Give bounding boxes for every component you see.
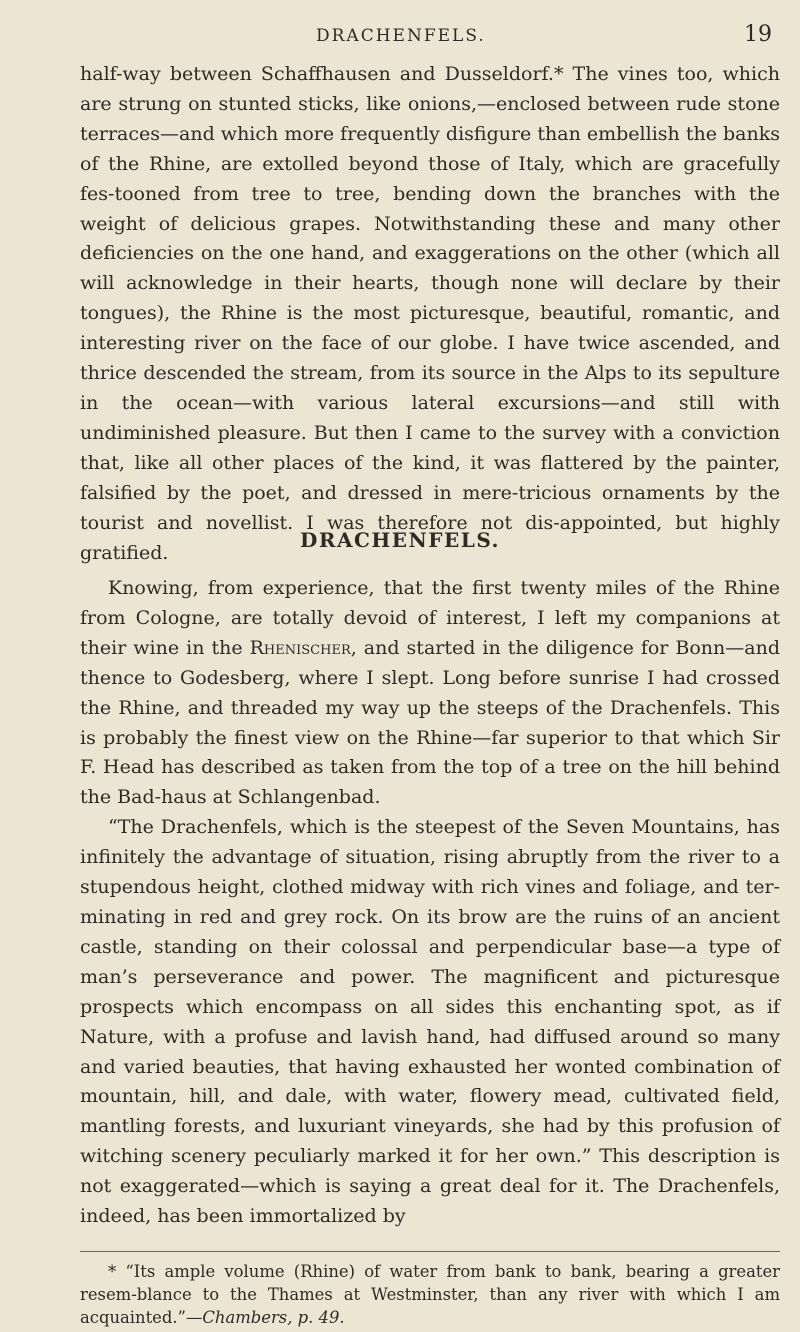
body-text bbox=[80, 60, 780, 568]
paragraph bbox=[80, 574, 780, 813]
section-heading: DRACHENFELS. bbox=[299, 528, 501, 552]
footnote bbox=[80, 1260, 780, 1329]
footnote-rule bbox=[80, 1251, 780, 1252]
paragraph: “The Drachenfels, which is the steepest of the Seven Mountains, has infinitely the advantage of situation, rising abruptly from the river to a stupendous height, clothed midway with rich vines and foliage, and ter-minating in red and grey rock. On its brow are the ruins of an ancient castle, standing on their colossal and perpendicular base—a type of man’s perseverance and power. The magnificent and picturesque prospects which encompass on all sides this enchanting spot, as if Nature, with a profuse and lavish hand, had diffused around so many and varied beauties, that having exhausted her wonted combination of mountain, hill, and dale, with water, flowery mead, cultivated field, mantling forests, and luxuriant vineyards, she had by this profusion of witching scenery peculiarly marked it for her own.” This description is not exaggerated—which is saying a great deal for it. The Drachenfels, indeed, has been immortalized by bbox=[80, 816, 780, 1228]
footnote-paragraph bbox=[80, 1260, 780, 1329]
footnote-citation: Chambers, p. 49. bbox=[202, 1308, 345, 1327]
paragraph: half-way between Schaffhausen and Dusseldorf.* The vines too, which are strung on stunted sticks, like onions,—enclosed between rude stone terraces—and which more frequently disfigure than embellish the banks of the Rhine, are extolled beyond those of Italy, which are gracefully fes-tooned from tree to tree, bending down the branches with the weight of delicious grapes. Notwithstanding these and many other deficiencies on the one hand, and exaggerations on the other (which all will acknowledge in their hearts, though none will declare by their tongues), the Rhine is the most picturesque, beautiful, romantic, and interesting river on the face of our globe. I have twice ascended, and thrice descended the stream, from its source in the Alps to its sepulture in the ocean—with various lateral excursions—and still with undiminished pleasure. But then I came to the survey with a conviction that, like all other places of the kind, it was flattered by the painter, falsified by the poet, and dressed in mere-tricious ornaments by the tourist and novellist. I was therefore not dis-appointed, but highly gratified. bbox=[80, 63, 780, 564]
paragraph-text: Knowing, from experience, that the first twenty miles of the Rhine from Cologne, are totally devoid of interest, I left my companions at their wine in the bbox=[80, 577, 780, 659]
page-number: 19 bbox=[744, 22, 772, 47]
running-title: DRACHENFELS. bbox=[316, 26, 486, 46]
section-text bbox=[80, 574, 780, 1232]
running-head bbox=[0, 22, 800, 52]
hotel-name: Rhenischer bbox=[249, 636, 351, 659]
footnote-text: * “Its ample volume (Rhine) of water from bank to bank, bearing a greater resem-blance to the Thames at Westminster, than any river with which I am acquainted.”— bbox=[80, 1262, 780, 1327]
paragraph-text: , and started in the diligence for Bonn—and thence to Godesberg, where I slept. Long before sunrise I had crossed the Rhine, and threaded my way up the steeps of the Drachenfels. This is probably the finest view on the Rhine—far superior to that which Sir F. Head has described as taken from the top of a tree on the hill behind the Bad-haus at Schlangenbad. bbox=[80, 636, 781, 809]
